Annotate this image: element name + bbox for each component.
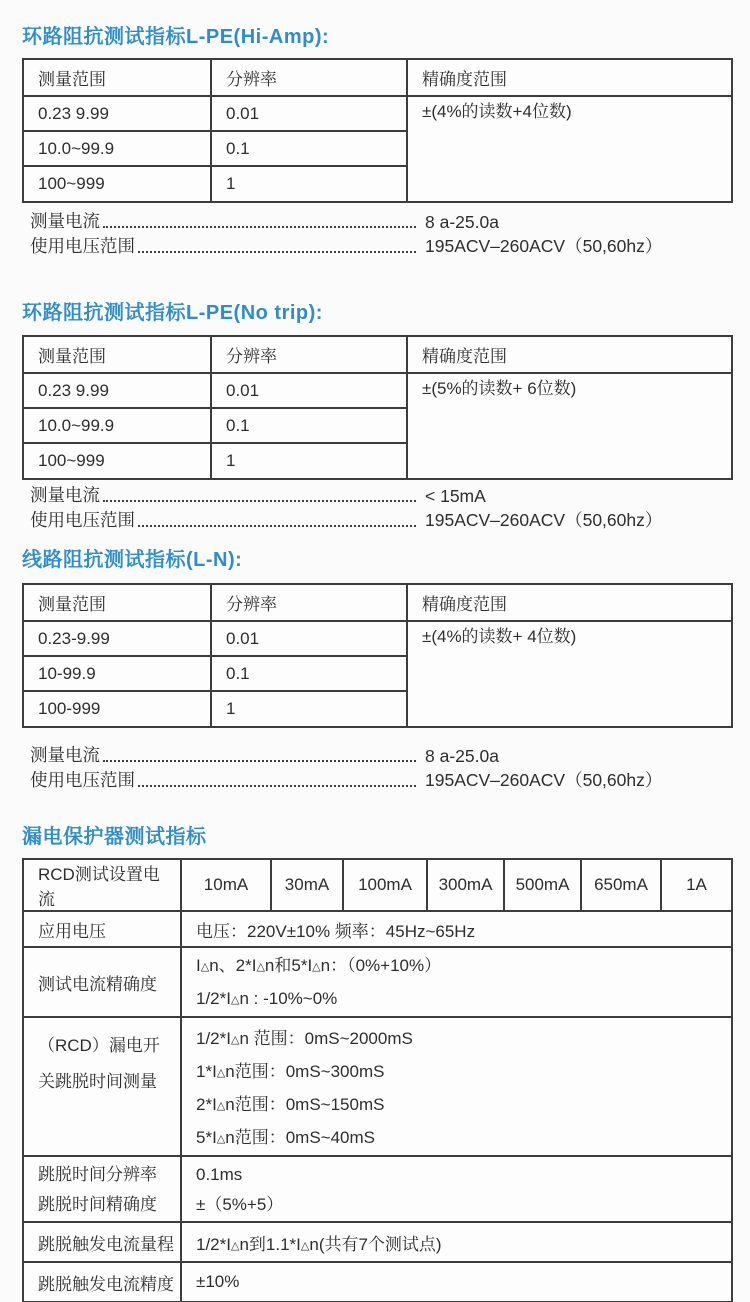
- col-header-accuracy: 精确度范围: [407, 59, 732, 96]
- rcd-row-label: 测试电流精确度: [23, 947, 181, 1017]
- trip-range-line: 5*I△n范围：0mS~40mS: [196, 1128, 376, 1147]
- dotted-leader: [138, 525, 416, 527]
- col-header-accuracy: 精确度范围: [407, 336, 732, 373]
- rcd-row-label: RCD测试设置电流: [23, 859, 181, 911]
- range-cell: 100~999: [23, 443, 211, 479]
- range-cell: 10.0~99.9: [23, 131, 211, 166]
- range-cell: 10-99.9: [23, 656, 211, 691]
- accuracy-line: I△n、2*I△n和5*I△n：（0%+10%）: [196, 956, 442, 975]
- resolution-cell: 0.01: [211, 96, 407, 131]
- trip-range-line: 1*I△n范围：0mS~300mS: [196, 1062, 385, 1081]
- range-cell: 0.23 9.99: [23, 96, 211, 131]
- resolution-cell: 1: [211, 166, 407, 202]
- rcd-row-label: （RCD）漏电开 关跳脱时间测量: [23, 1017, 181, 1156]
- spec-line-voltage: [30, 507, 720, 532]
- rcd-row-value: [181, 1017, 732, 1156]
- col-header-range: 测量范围: [23, 336, 211, 373]
- spec-line-label: 使用电压范围: [30, 510, 135, 530]
- rcd-trip-range-row: [23, 1222, 732, 1262]
- rcd-row-value: 0.1ms ±（5%+5）: [181, 1156, 732, 1222]
- dotted-leader: [103, 226, 416, 228]
- spec-lines: [30, 208, 720, 258]
- spec-line-label: 测量电流: [30, 211, 100, 231]
- range-cell: 100-999: [23, 691, 211, 727]
- trip-range-line: 1/2*I△n 范围：0mS~2000mS: [196, 1029, 413, 1048]
- spec-line-current: [30, 482, 720, 507]
- line-ln-table: [22, 583, 733, 728]
- dotted-leader: [103, 500, 416, 502]
- rcd-table: [22, 858, 733, 1302]
- accuracy-cell: ±(5%的读数+ 6位数): [407, 373, 732, 479]
- spec-line-value: < 15mA: [425, 486, 486, 506]
- rcd-row-label: 跳脱触发电流精度: [23, 1262, 181, 1302]
- current-cell: 100mA: [343, 859, 427, 911]
- spec-line-value: 8 a-25.0a: [425, 746, 499, 766]
- rcd-current-row: [23, 859, 732, 911]
- table-header-row: [23, 584, 732, 621]
- spec-lines: [30, 742, 720, 792]
- col-header-range: 测量范围: [23, 59, 211, 96]
- rcd-row-value: ±10%: [181, 1262, 732, 1302]
- spec-line-value: 195ACV–260ACV（50,60hz）: [425, 510, 663, 530]
- range-cell: 10.0~99.9: [23, 408, 211, 443]
- spec-line-current: [30, 208, 720, 233]
- table-row: [23, 373, 732, 408]
- range-cell: 0.23-9.99: [23, 621, 211, 656]
- rcd-row-label: 应用电压: [23, 911, 181, 947]
- table-row: [23, 621, 732, 656]
- resolution-cell: 0.01: [211, 621, 407, 656]
- rcd-row-label: 跳脱触发电流量程: [23, 1222, 181, 1262]
- spec-lines: [30, 482, 720, 532]
- section-heading-line-ln: 线路阻抗测试指标(L-N):: [22, 549, 243, 571]
- spec-line-label: 测量电流: [30, 745, 100, 765]
- resolution-cell: 1: [211, 691, 407, 727]
- table-row: [23, 96, 732, 131]
- trip-range-line: 2*I△n范围：0mS~150mS: [196, 1095, 385, 1114]
- spec-line-voltage: [30, 233, 720, 258]
- spec-line-value: 195ACV–260ACV（50,60hz）: [425, 770, 663, 790]
- spec-line-label: 使用电压范围: [30, 236, 135, 256]
- dotted-leader: [103, 760, 416, 762]
- rcd-voltage-row: [23, 911, 732, 947]
- rcd-resolution-accuracy-row: [23, 1156, 732, 1222]
- resolution-cell: 0.1: [211, 408, 407, 443]
- section-heading-loop-no-trip: 环路阻抗测试指标L-PE(No trip):: [22, 302, 323, 324]
- rcd-trip-time-row: [23, 1017, 732, 1156]
- loop-no-trip-table: [22, 335, 733, 480]
- col-header-resolution: 分辨率: [211, 59, 407, 96]
- spec-line-label: 使用电压范围: [30, 770, 135, 790]
- rcd-row-value: 电压：220V±10% 频率：45Hz~65Hz: [181, 911, 732, 947]
- col-header-accuracy: 精确度范围: [407, 584, 732, 621]
- spec-line-voltage: [30, 767, 720, 792]
- range-cell: 100~999: [23, 166, 211, 202]
- table-header-row: [23, 336, 732, 373]
- section-heading-rcd: 漏电保护器测试指标: [22, 826, 207, 848]
- rcd-trip-precision-row: [23, 1262, 732, 1302]
- rcd-accuracy-row: [23, 947, 732, 1017]
- accuracy-line: 1/2*I△n : -10%~0%: [196, 989, 338, 1008]
- current-cell: 500mA: [504, 859, 581, 911]
- section-heading-loop-hi-amp: 环路阻抗测试指标L-PE(Hi-Amp):: [22, 26, 330, 48]
- dotted-leader: [138, 785, 416, 787]
- dotted-leader: [138, 251, 416, 253]
- resolution-cell: 1: [211, 443, 407, 479]
- range-cell: 0.23 9.99: [23, 373, 211, 408]
- resolution-cell: 0.1: [211, 131, 407, 166]
- spec-line-value: 195ACV–260ACV（50,60hz）: [425, 236, 663, 256]
- rcd-row-label: 跳脱时间分辨率 跳脱时间精确度: [23, 1156, 181, 1222]
- spec-line-value: 8 a-25.0a: [425, 212, 499, 232]
- table-header-row: [23, 59, 732, 96]
- rcd-row-value: [181, 947, 732, 1017]
- current-cell: 30mA: [271, 859, 343, 911]
- current-cell: 300mA: [427, 859, 504, 911]
- col-header-resolution: 分辨率: [211, 584, 407, 621]
- accuracy-cell: ±(4%的读数+ 4位数): [407, 621, 732, 727]
- accuracy-cell: ±(4%的读数+4位数): [407, 96, 732, 202]
- spec-line-current: [30, 742, 720, 767]
- col-header-resolution: 分辨率: [211, 336, 407, 373]
- spec-line-label: 测量电流: [30, 485, 100, 505]
- current-cell: 10mA: [181, 859, 271, 911]
- resolution-cell: 0.01: [211, 373, 407, 408]
- col-header-range: 测量范围: [23, 584, 211, 621]
- current-cell: 650mA: [581, 859, 661, 911]
- current-cell: 1A: [661, 859, 732, 911]
- resolution-cell: 0.1: [211, 656, 407, 691]
- loop-hi-amp-table: [22, 58, 733, 203]
- rcd-row-value: 1/2*I△n到1.1*I△n(共有7个测试点): [181, 1222, 732, 1262]
